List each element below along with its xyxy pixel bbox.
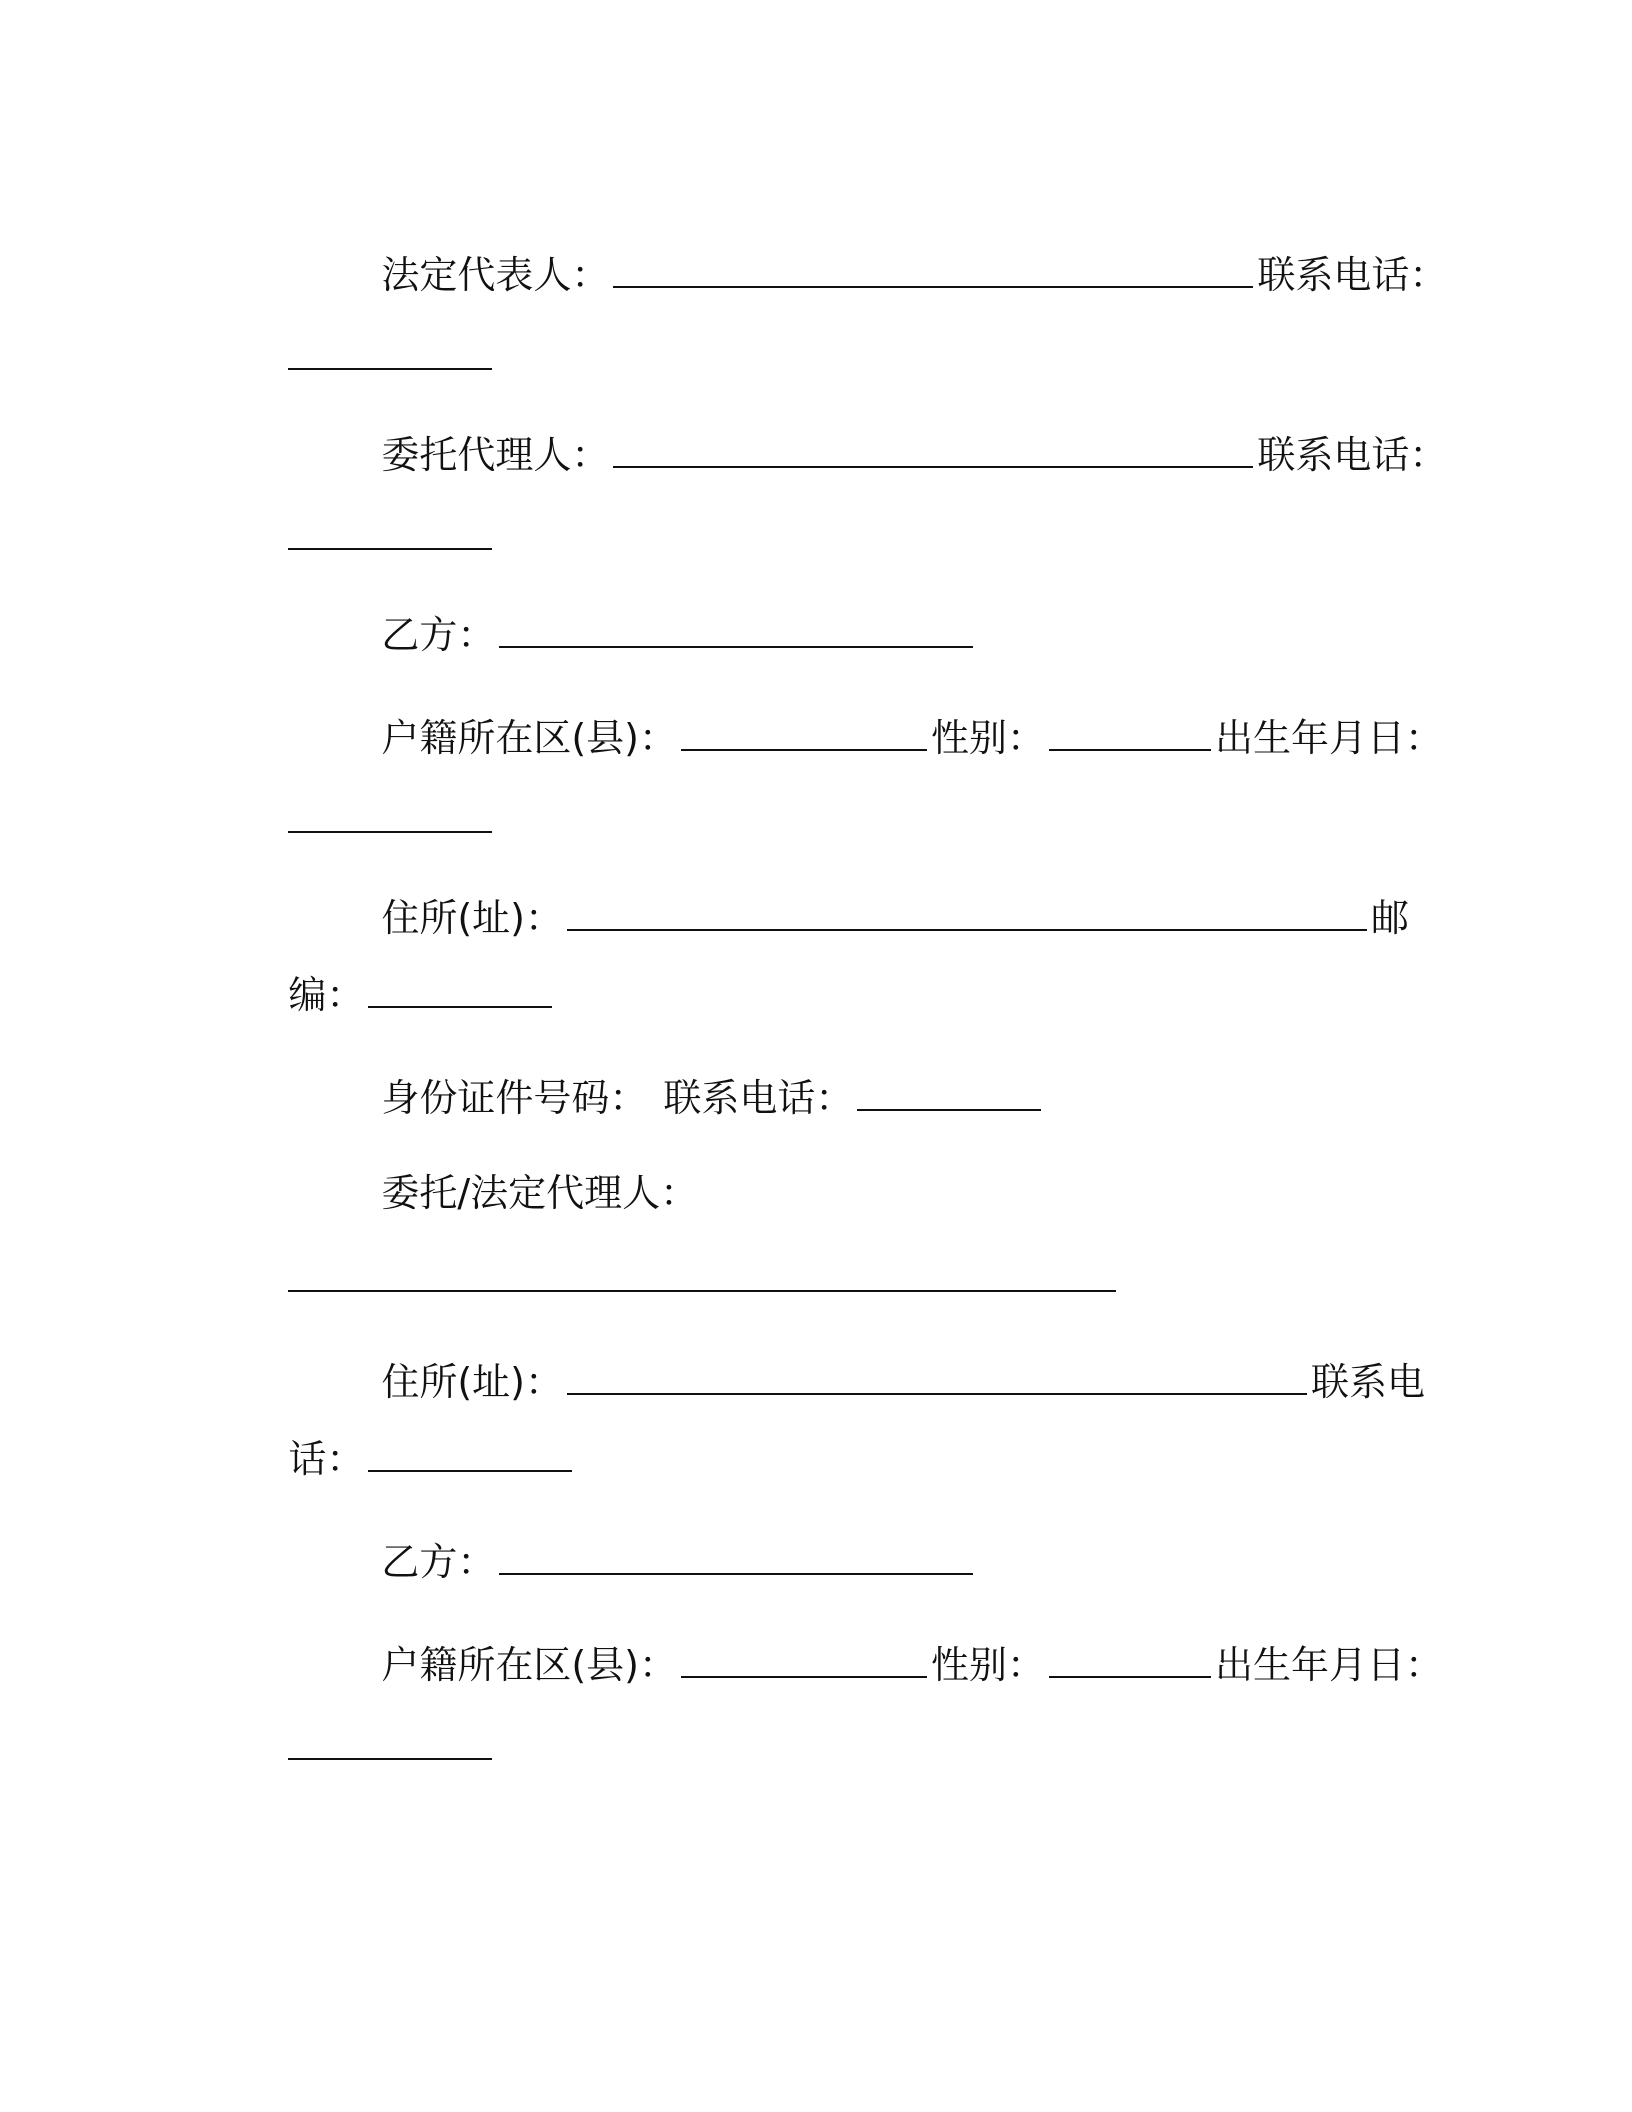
agent-blank[interactable] [613, 422, 1253, 468]
gender-label-2: 性别： [930, 1643, 1045, 1687]
postcode-label-end: 编： [288, 973, 365, 1017]
birth-line-2 [240, 1662, 496, 1825]
legal-rep-label: 法定代表人： [381, 253, 610, 297]
gender-blank-2[interactable] [1049, 1632, 1211, 1678]
household-blank-2[interactable] [681, 1632, 927, 1678]
legal-rep-blank[interactable] [613, 242, 1253, 288]
gender-label: 性别： [930, 716, 1045, 760]
gender-blank[interactable] [1049, 705, 1211, 751]
legal-rep-phone-label: 联系电话： [1257, 253, 1448, 297]
agent-phone-label: 联系电话： [1257, 433, 1448, 477]
household-line-2 [333, 1580, 1443, 1743]
party-b-blank[interactable] [499, 602, 973, 648]
birth-label: 出生年月日： [1215, 716, 1444, 760]
birth-blank[interactable] [288, 787, 492, 833]
agent-line [333, 370, 1447, 533]
id-number-label: 身份证件号码： [381, 1076, 648, 1120]
agent-phone-blank[interactable] [288, 504, 492, 550]
postcode-blank[interactable] [368, 962, 552, 1008]
birth-label-2: 出生年月日： [1215, 1643, 1444, 1687]
party-b-blank-2[interactable] [499, 1529, 973, 1575]
postcode-label-start: 邮 [1370, 896, 1409, 940]
guardian-address-blank[interactable] [567, 1349, 1307, 1395]
legal-rep-line [333, 190, 1447, 353]
address-blank[interactable] [567, 885, 1367, 931]
id-phone-label: 联系电话： [663, 1076, 854, 1120]
guardian-phone-label-start: 联系电 [1310, 1360, 1425, 1404]
legal-rep-phone-blank[interactable] [288, 324, 492, 370]
household-blank[interactable] [681, 705, 927, 751]
guardian-phone-blank[interactable] [368, 1426, 572, 1472]
birth-blank-2[interactable] [288, 1714, 492, 1760]
party-b-label: 乙方： [381, 613, 496, 657]
guardian-blank[interactable] [288, 1246, 1116, 1292]
guardian-address-label: 住所(址)： [381, 1360, 563, 1404]
household-label-2: 户籍所在区(县)： [381, 1643, 677, 1687]
agent-label: 委托代理人： [381, 433, 610, 477]
household-label: 户籍所在区(县)： [381, 716, 677, 760]
party-b-label-2: 乙方： [381, 1540, 496, 1584]
household-line [333, 653, 1443, 816]
id-phone-blank[interactable] [857, 1065, 1041, 1111]
guardian-phone-label-end: 话： [288, 1437, 365, 1481]
guardian-label: 委托/法定代理人： [381, 1171, 699, 1215]
address-label: 住所(址)： [381, 896, 563, 940]
